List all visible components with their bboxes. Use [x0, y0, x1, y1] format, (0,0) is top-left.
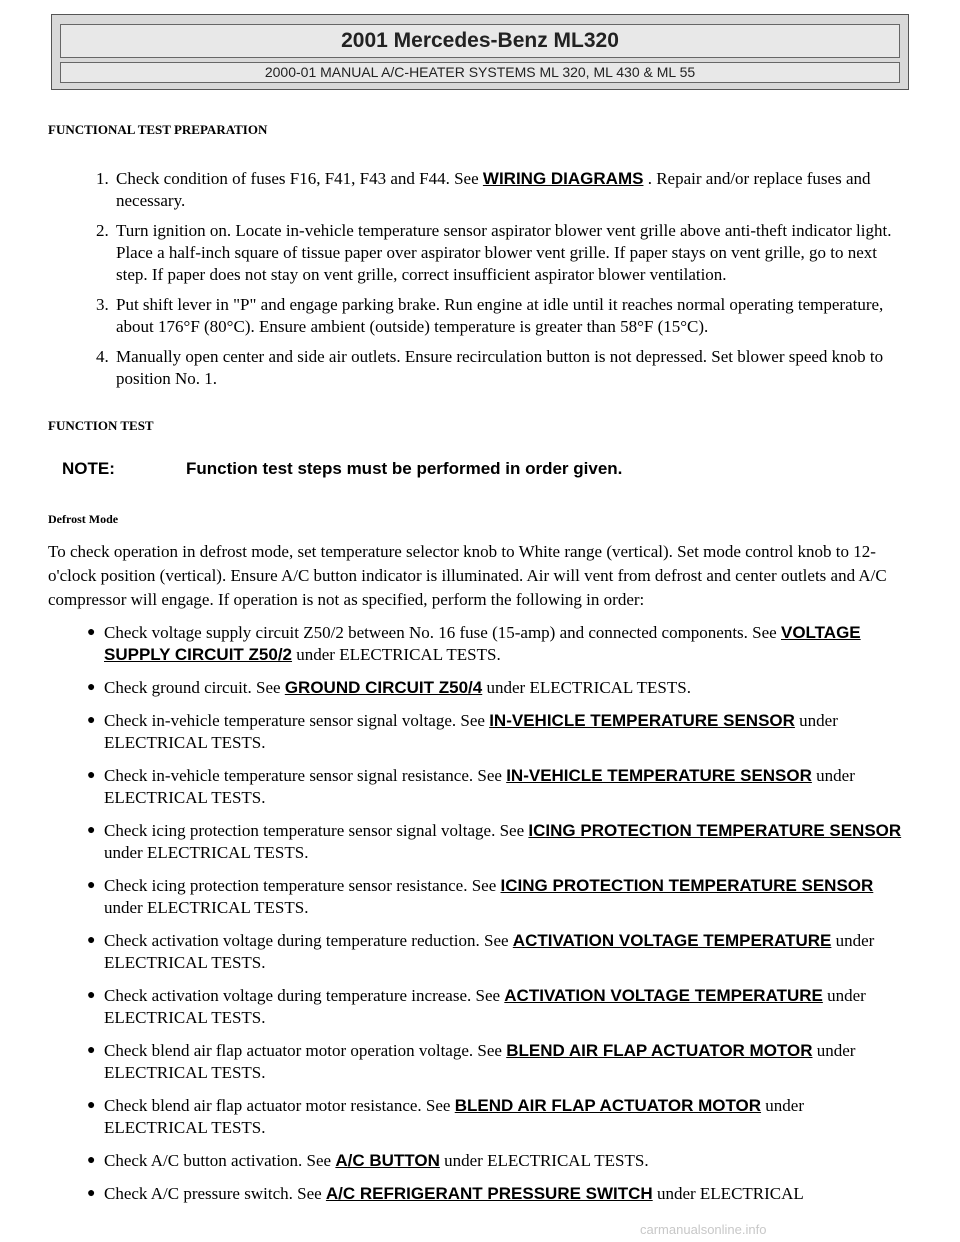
- watermark: carmanualsonline.info: [640, 1222, 767, 1237]
- document-body: [48, 122, 908, 1203]
- step-item: [96, 294, 908, 338]
- link-blend-air-flap-actuator-motor[interactable]: BLEND AIR FLAP ACTUATOR MOTOR: [454, 1096, 762, 1115]
- list-item: ● Check icing protection temperature sensor resistance. See ICING PROTECTION TEMPERATURE SENSOR under ELECTRICAL TESTS.: [87, 876, 874, 917]
- list-item: ● Check activation voltage during temperature increase. See ACTIVATION VOLTAGE TEMPERATURE under ELECTRICAL TESTS.: [87, 986, 866, 1027]
- list-item: ● Check voltage supply circuit Z50/2 between No. 16 fuse (15-amp) and connected components. See VOLTAGE SUPPLY CIRCUIT Z50/2 under ELECTRICAL TESTS.: [87, 623, 861, 664]
- link-activation-voltage-temperature[interactable]: ACTIVATION VOLTAGE TEMPERATURE: [512, 931, 832, 950]
- section-heading-preparation: FUNCTIONAL TEST PREPARATION: [48, 122, 268, 137]
- bullet-icon: ●: [87, 1186, 96, 1201]
- header-subtitle: 2000-01 MANUAL A/C-HEATER SYSTEMS ML 320, ML 430 & ML 55: [60, 62, 900, 83]
- step-text: Put shift lever in "P" and engage parking brake. Run engine at idle until it reaches normal operating temperature, about 176°F (80°C). Ensure ambient (outside) temperature is greater than 58°F (15°C).: [116, 295, 884, 336]
- step-number: 4.: [96, 347, 109, 366]
- link-in-vehicle-temperature-sensor[interactable]: IN-VEHICLE TEMPERATURE SENSOR: [506, 766, 812, 785]
- bullet-icon: ●: [87, 823, 96, 838]
- section-heading-defrost-mode: Defrost Mode: [48, 512, 119, 526]
- link-voltage-supply-circuit[interactable]: VOLTAGE SUPPLY CIRCUIT Z50/2: [104, 623, 861, 664]
- note-text: Function test steps must be performed in order given.: [186, 459, 623, 478]
- link-ac-refrigerant-pressure-switch[interactable]: A/C REFRIGERANT PRESSURE SWITCH: [325, 1184, 653, 1203]
- step-text: Manually open center and side air outlets. Ensure recirculation button is not depressed. Set blower speed knob to position No. 1.: [116, 347, 884, 388]
- link-wiring-diagrams[interactable]: WIRING DIAGRAMS: [482, 169, 644, 188]
- preparation-steps: [48, 168, 908, 398]
- page-header: [51, 14, 909, 90]
- step-number: 3.: [96, 295, 109, 314]
- step-item: [96, 346, 908, 390]
- note-label: NOTE:: [62, 459, 115, 478]
- list-item: ● Check icing protection temperature sensor signal voltage. See ICING PROTECTION TEMPERATURE SENSOR under ELECTRICAL TESTS.: [87, 821, 902, 862]
- list-item: ● Check activation voltage during temperature reduction. See ACTIVATION VOLTAGE TEMPERATURE under ELECTRICAL TESTS.: [87, 931, 875, 972]
- bullet-icon: ●: [87, 878, 96, 893]
- step-number: 2.: [96, 221, 109, 240]
- list-item: ● Check A/C button activation. See A/C BUTTON under ELECTRICAL TESTS.: [87, 1151, 649, 1170]
- list-item: ● Check blend air flap actuator motor operation voltage. See BLEND AIR FLAP ACTUATOR MOTOR under ELECTRICAL TESTS.: [87, 1041, 856, 1082]
- link-icing-protection-temperature-sensor[interactable]: ICING PROTECTION TEMPERATURE SENSOR: [500, 876, 874, 895]
- bullet-icon: ●: [87, 988, 96, 1003]
- section-heading-function-test: FUNCTION TEST: [48, 418, 154, 433]
- defrost-paragraph: To check operation in defrost mode, set temperature selector knob to White range (vertical). Set mode control knob to 12-o'clock position (vertical). Ensure A/C button indicator is illuminated. Air will vent from defrost and center outlets and A/C compressor will engage. If operation is not as specified, perform the following in order:: [48, 542, 887, 609]
- bullet-icon: ●: [87, 1043, 96, 1058]
- link-icing-protection-temperature-sensor[interactable]: ICING PROTECTION TEMPERATURE SENSOR: [528, 821, 902, 840]
- step-text: . Repair and/or replace fuses and necessary.: [116, 169, 871, 210]
- step-item: [96, 220, 908, 286]
- note-box: [48, 453, 698, 487]
- bullet-icon: ●: [87, 680, 96, 695]
- link-ground-circuit[interactable]: GROUND CIRCUIT Z50/4: [284, 678, 483, 697]
- step-number: 1.: [96, 169, 109, 188]
- header-title: 2001 Mercedes-Benz ML320: [60, 24, 900, 58]
- list-item: ● Check in-vehicle temperature sensor signal resistance. See IN-VEHICLE TEMPERATURE SENSOR under ELECTRICAL TESTS.: [87, 766, 855, 807]
- link-activation-voltage-temperature[interactable]: ACTIVATION VOLTAGE TEMPERATURE: [504, 986, 823, 1005]
- step-text: Turn ignition on. Locate in-vehicle temperature sensor aspirator blower vent grille above anti-theft indicator light. Place a half-inch square of tissue paper over aspirator blower vent grille. If paper stays on vent grille, go to next step. If paper does not stay on vent grille, correct insufficient aspirator blower ventilation.: [116, 221, 892, 284]
- bullet-icon: ●: [87, 1153, 96, 1168]
- defrost-checklist: [48, 622, 908, 1216]
- list-item: ● Check A/C pressure switch. See A/C REFRIGERANT PRESSURE SWITCH under ELECTRICAL: [87, 1184, 804, 1203]
- bullet-icon: ●: [87, 1098, 96, 1113]
- step-text: Check condition of fuses F16, F41, F43 and F44. See: [116, 169, 483, 188]
- list-item: ● Check in-vehicle temperature sensor signal voltage. See IN-VEHICLE TEMPERATURE SENSOR under ELECTRICAL TESTS.: [87, 711, 838, 752]
- list-item: ● Check blend air flap actuator motor resistance. See BLEND AIR FLAP ACTUATOR MOTOR under ELECTRICAL TESTS.: [87, 1096, 805, 1137]
- bullet-icon: ●: [87, 768, 96, 783]
- link-ac-button[interactable]: A/C BUTTON: [335, 1151, 440, 1170]
- link-in-vehicle-temperature-sensor[interactable]: IN-VEHICLE TEMPERATURE SENSOR: [489, 711, 795, 730]
- list-item: ● Check ground circuit. See GROUND CIRCUIT Z50/4 under ELECTRICAL TESTS.: [87, 678, 691, 697]
- bullet-icon: ●: [87, 625, 96, 640]
- bullet-icon: ●: [87, 713, 96, 728]
- bullet-icon: ●: [87, 933, 96, 948]
- link-blend-air-flap-actuator-motor[interactable]: BLEND AIR FLAP ACTUATOR MOTOR: [506, 1041, 813, 1060]
- step-item: [96, 168, 908, 212]
